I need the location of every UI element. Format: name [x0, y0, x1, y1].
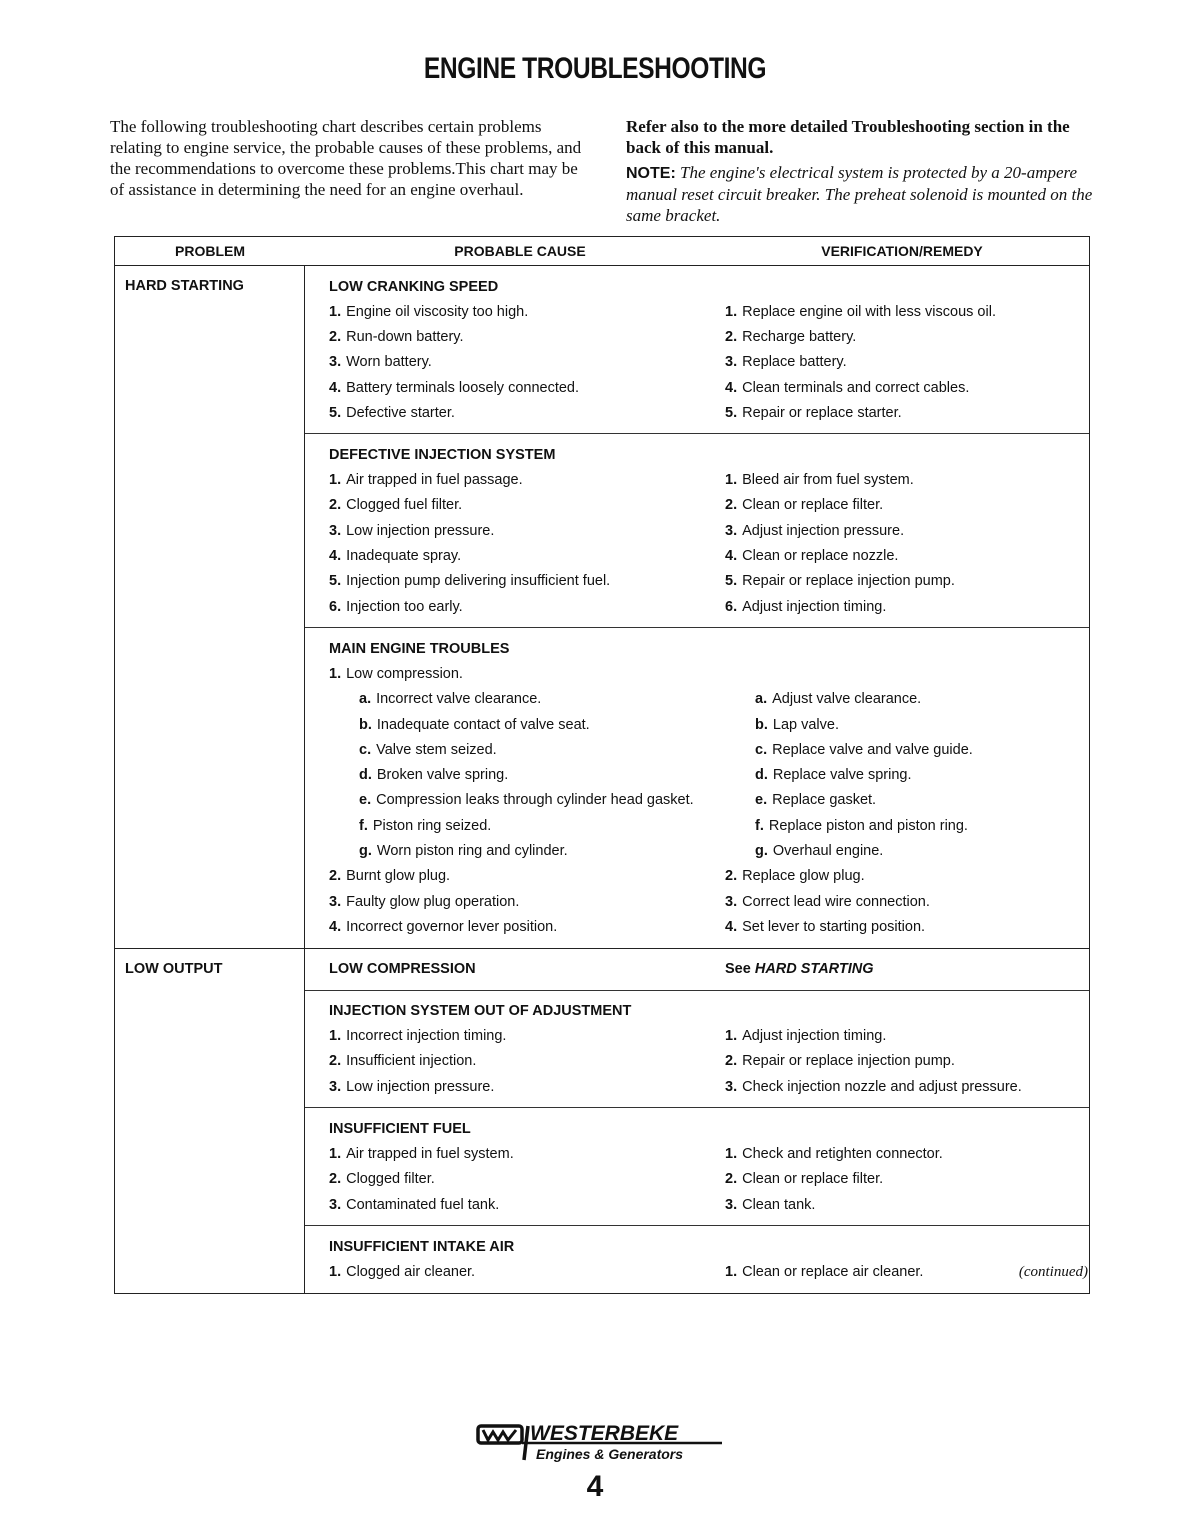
probable-cause	[329, 405, 725, 421]
item-number: 4.	[725, 379, 738, 396]
item-number: b.	[359, 716, 372, 733]
cause-group-header	[329, 442, 1089, 467]
table-row	[329, 594, 1089, 619]
item-number: a.	[755, 691, 768, 708]
item-number: 6.	[329, 598, 342, 615]
cause-group-title: DEFECTIVE INJECTION SYSTEM	[329, 446, 556, 463]
cause-text: Injection too early.	[346, 598, 463, 615]
note-label: NOTE:	[626, 165, 676, 182]
probable-cause	[329, 868, 725, 884]
cause-text: Piston ring seized.	[372, 817, 492, 834]
cause-text: Incorrect governor lever position.	[346, 918, 558, 935]
probable-cause	[329, 304, 725, 320]
remedy-text: Repair or replace injection pump.	[742, 1053, 955, 1070]
westerbeke-logo	[470, 1418, 730, 1478]
item-number: 5.	[725, 573, 738, 590]
remedy	[725, 767, 1089, 783]
cause-text: Low injection pressure.	[346, 1078, 495, 1095]
cause-group	[305, 434, 1089, 628]
table-row	[329, 1141, 1089, 1166]
remedy-text: Clean or replace nozzle.	[742, 548, 899, 565]
remedy	[725, 599, 1089, 615]
intro-right	[626, 116, 1096, 226]
cause-text: Defective starter.	[346, 404, 455, 421]
table-row	[329, 375, 1089, 400]
table-row	[329, 400, 1089, 425]
probable-cause	[329, 1079, 725, 1095]
item-number: 1.	[329, 665, 342, 682]
item-number: a.	[359, 691, 372, 708]
item-number: 1.	[725, 1028, 738, 1045]
remedy-text: Correct lead wire connection.	[742, 893, 930, 910]
table-row	[329, 1024, 1089, 1049]
header-problem: PROBLEM	[175, 243, 245, 259]
item-number: 5.	[725, 404, 738, 421]
probable-cause	[329, 742, 725, 758]
cause-group	[305, 949, 1089, 991]
item-number: 1.	[725, 1263, 738, 1280]
table-row	[329, 687, 1089, 712]
item-number: 2.	[725, 1053, 738, 1070]
probable-cause	[329, 919, 725, 935]
cause-text: Engine oil viscosity too high.	[346, 303, 529, 320]
remedy	[725, 894, 1089, 910]
item-number: 3.	[329, 522, 342, 539]
remedy	[725, 742, 1089, 758]
cause-group-header	[329, 636, 1089, 661]
remedy-text: Repair or replace injection pump.	[742, 573, 955, 590]
svg-text:WESTERBEKE: WESTERBEKE	[530, 1422, 679, 1445]
probable-cause	[329, 843, 725, 859]
item-number: 1.	[725, 303, 738, 320]
cause-group-title: INSUFFICIENT FUEL	[329, 1120, 471, 1137]
cause-text: Low compression.	[346, 665, 463, 682]
remedy-text: Overhaul engine.	[772, 842, 884, 859]
table-row	[329, 661, 1089, 686]
remedy	[725, 548, 1089, 564]
problem-row	[115, 266, 1089, 949]
cause-text: Incorrect valve clearance.	[376, 691, 542, 708]
problem-name: HARD STARTING	[115, 266, 305, 948]
table-row	[329, 864, 1089, 889]
remedy	[725, 919, 1089, 935]
item-number: 4.	[329, 379, 342, 396]
table-row	[329, 762, 1089, 787]
remedy-text: Check injection nozzle and adjust pressure.	[742, 1078, 1022, 1095]
table-row	[329, 838, 1089, 863]
item-number: b.	[755, 716, 768, 733]
table-header	[115, 237, 1089, 266]
item-number: 2.	[329, 497, 342, 514]
remedy	[725, 497, 1089, 513]
probable-cause	[329, 717, 725, 733]
probable-cause	[329, 354, 725, 370]
remedy	[725, 1028, 1089, 1044]
item-number: 2.	[329, 1171, 342, 1188]
remedy-text: Replace valve spring.	[772, 767, 912, 784]
table-row	[329, 299, 1089, 324]
table-row	[329, 788, 1089, 813]
remedy	[725, 523, 1089, 539]
remedy	[725, 304, 1089, 320]
item-number: 6.	[725, 598, 738, 615]
remedy-text: Recharge battery.	[742, 328, 857, 345]
remedy	[725, 405, 1089, 421]
item-number: 1.	[329, 303, 342, 320]
item-number: d.	[359, 767, 372, 784]
remedy-text: Adjust injection timing.	[742, 1028, 887, 1045]
remedy	[725, 472, 1089, 488]
item-number: c.	[755, 741, 768, 758]
cause-text: Low injection pressure.	[346, 522, 495, 539]
item-number: 3.	[725, 522, 738, 539]
table-body	[115, 266, 1089, 1293]
header-verification-remedy: VERIFICATION/REMEDY	[821, 243, 983, 259]
cause-text: Broken valve spring.	[376, 767, 509, 784]
remedy-text: Replace engine oil with less viscous oil.	[742, 303, 996, 320]
item-number: 3.	[725, 1196, 738, 1213]
remedy	[725, 1197, 1089, 1213]
probable-cause	[329, 523, 725, 539]
item-number: 3.	[329, 1078, 342, 1095]
cause-text: Worn battery.	[346, 354, 432, 371]
cause-text: Valve stem seized.	[376, 741, 497, 758]
item-number: 2.	[725, 497, 738, 514]
cause-text: Run-down battery.	[346, 328, 464, 345]
cause-group-header	[329, 957, 1089, 982]
see-ref: HARD STARTING	[754, 961, 874, 978]
cause-group-header	[329, 1234, 1089, 1259]
remedy	[725, 717, 1089, 733]
item-number: 2.	[725, 868, 738, 885]
item-number: 2.	[329, 328, 342, 345]
remedy	[725, 1053, 1089, 1069]
table-row	[329, 1192, 1089, 1217]
remedy-text: Clean terminals and correct cables.	[742, 379, 970, 396]
cause-group-title: INSUFFICIENT INTAKE AIR	[329, 1238, 515, 1255]
item-number: d.	[755, 767, 768, 784]
remedy-text: Replace glow plug.	[742, 868, 865, 885]
remedy-text: Repair or replace starter.	[742, 404, 902, 421]
probable-cause	[329, 792, 725, 808]
cause-group-header	[329, 999, 1089, 1024]
item-number: c.	[359, 741, 372, 758]
remedy	[725, 818, 1089, 834]
cause-text: Clogged fuel filter.	[346, 497, 463, 514]
table-row	[329, 518, 1089, 543]
item-number: 5.	[329, 573, 342, 590]
item-number: 1.	[329, 1028, 342, 1045]
item-number: f.	[755, 817, 764, 834]
table-row	[329, 324, 1089, 349]
probable-cause	[329, 380, 725, 396]
probable-cause	[329, 767, 725, 783]
cause-text: Burnt glow plug.	[346, 868, 451, 885]
remedy	[725, 1079, 1089, 1095]
cause-text: Incorrect injection timing.	[346, 1028, 507, 1045]
cause-text: Contaminated fuel tank.	[346, 1196, 500, 1213]
item-number: 2.	[725, 1171, 738, 1188]
item-number: 4.	[329, 918, 342, 935]
table-row	[329, 889, 1089, 914]
item-number: 1.	[725, 1146, 738, 1163]
remedy-text: Replace gasket.	[772, 792, 877, 809]
table-row	[329, 493, 1089, 518]
cause-groups	[305, 266, 1089, 948]
probable-cause	[329, 1053, 725, 1069]
probable-cause	[329, 894, 725, 910]
item-number: 5.	[329, 404, 342, 421]
item-number: 3.	[329, 1196, 342, 1213]
cause-text: Clogged filter.	[346, 1171, 435, 1188]
remedy-text: Clean tank.	[742, 1196, 816, 1213]
table-row	[329, 813, 1089, 838]
remedy	[725, 329, 1089, 345]
note-text: The engine's electrical system is protected by a 20-ampere manual reset circuit breaker. The preheat solenoid is mounted on the same bracket.	[626, 163, 1093, 225]
page-title: ENGINE TROUBLESHOOTING	[423, 52, 767, 85]
table-row	[329, 543, 1089, 568]
item-number: 4.	[725, 548, 738, 565]
remedy-text: Set lever to starting position.	[742, 918, 926, 935]
cause-group	[305, 266, 1089, 434]
item-number: 4.	[725, 918, 738, 935]
remedy	[725, 691, 1089, 707]
item-number: g.	[755, 842, 768, 859]
cause-text: Worn piston ring and cylinder.	[376, 842, 568, 859]
item-number: g.	[359, 842, 372, 859]
remedy-text: Replace battery.	[742, 354, 847, 371]
problem-row	[115, 949, 1089, 1293]
probable-cause	[329, 666, 725, 682]
see-prefix: See	[725, 961, 755, 978]
intro-paragraph: The following troubleshooting chart describes certain problems relating to engine service, the probable causes of these problems, and the recommendations to overcome these problems.This chart may be of assistance in determining the need for an engine overhaul.	[110, 117, 582, 199]
cause-group-title: INJECTION SYSTEM OUT OF ADJUSTMENT	[329, 1003, 632, 1020]
remedy-text: Replace valve and valve guide.	[772, 741, 973, 758]
cause-text: Faulty glow plug operation.	[346, 893, 520, 910]
table-row	[329, 1049, 1089, 1074]
remedy-text: Adjust injection timing.	[742, 598, 887, 615]
remedy-text: Bleed air from fuel system.	[742, 472, 914, 489]
table-row	[329, 1074, 1089, 1099]
cause-groups	[305, 949, 1089, 1293]
cause-group	[305, 991, 1089, 1109]
cause-group-title: LOW COMPRESSION	[329, 961, 476, 978]
remedy-text: Replace piston and piston ring.	[768, 817, 968, 834]
item-number: 3.	[329, 893, 342, 910]
troubleshooting-table	[114, 236, 1090, 1294]
cause-group-title: LOW CRANKING SPEED	[329, 278, 499, 295]
item-number: 1.	[329, 1146, 342, 1163]
item-number: 3.	[329, 354, 342, 371]
probable-cause	[329, 1197, 725, 1213]
cause-group-header	[329, 274, 1089, 299]
probable-cause	[329, 472, 725, 488]
remedy	[725, 843, 1089, 859]
cause-text: Insufficient injection.	[346, 1053, 477, 1070]
header-probable-cause: PROBABLE CAUSE	[454, 243, 586, 259]
item-number: 3.	[725, 354, 738, 371]
item-number: f.	[359, 817, 368, 834]
cause-group	[305, 1226, 1089, 1292]
probable-cause	[329, 818, 725, 834]
remedy-text: Adjust injection pressure.	[742, 522, 905, 539]
cause-text: Battery terminals loosely connected.	[346, 379, 580, 396]
remedy-text: Lap valve.	[772, 716, 839, 733]
remedy-text: Adjust valve clearance.	[772, 691, 922, 708]
cause-text: Inadequate contact of valve seat.	[376, 716, 590, 733]
probable-cause	[329, 1146, 725, 1162]
table-row	[329, 569, 1089, 594]
refer-note: Refer also to the more detailed Troubleshooting section in the back of this manual.	[626, 117, 1070, 157]
cause-text: Inadequate spray.	[346, 548, 462, 565]
remedy	[725, 354, 1089, 370]
probable-cause	[329, 1264, 725, 1280]
remedy	[725, 573, 1089, 589]
cause-text: Clogged air cleaner.	[346, 1263, 476, 1280]
probable-cause	[329, 573, 725, 589]
electrical-note	[626, 162, 1096, 226]
item-number: 3.	[725, 1078, 738, 1095]
probable-cause	[329, 1171, 725, 1187]
item-number: 1.	[329, 472, 342, 489]
table-row	[329, 712, 1089, 737]
remedy-text: Clean or replace air cleaner.	[742, 1263, 924, 1280]
item-number: 1.	[329, 1263, 342, 1280]
table-row	[329, 467, 1089, 492]
probable-cause	[329, 599, 725, 615]
cause-group-header	[329, 1116, 1089, 1141]
remedy	[725, 1146, 1089, 1162]
probable-cause	[329, 329, 725, 345]
table-row	[329, 1167, 1089, 1192]
probable-cause	[329, 497, 725, 513]
remedy	[725, 380, 1089, 396]
svg-text:Engines & Generators: Engines & Generators	[536, 1446, 684, 1462]
remedy	[725, 868, 1089, 884]
item-number: 4.	[329, 548, 342, 565]
item-number: 2.	[329, 1053, 342, 1070]
cause-text: Injection pump delivering insufficient fuel.	[346, 573, 611, 590]
item-number: 2.	[725, 328, 738, 345]
table-row	[329, 737, 1089, 762]
remedy-text: Clean or replace filter.	[742, 1171, 884, 1188]
probable-cause	[329, 691, 725, 707]
item-number: e.	[359, 792, 372, 809]
remedy	[725, 792, 1089, 808]
probable-cause	[329, 1028, 725, 1044]
cause-group-title: MAIN ENGINE TROUBLES	[329, 640, 510, 657]
item-number: 2.	[329, 868, 342, 885]
remedy-text: Clean or replace filter.	[742, 497, 884, 514]
page-number: 4	[586, 1470, 604, 1503]
table-row	[329, 350, 1089, 375]
cause-group	[305, 628, 1089, 947]
remedy-text: Check and retighten connector.	[742, 1146, 943, 1163]
table-row	[329, 1259, 1089, 1284]
problem-name: LOW OUTPUT	[115, 949, 305, 1293]
see-reference	[725, 961, 874, 977]
cause-text: Compression leaks through cylinder head gasket.	[376, 792, 694, 809]
cause-text: Air trapped in fuel system.	[346, 1146, 514, 1163]
item-number: e.	[755, 792, 768, 809]
cause-text: Air trapped in fuel passage.	[346, 472, 523, 489]
item-number: 3.	[725, 893, 738, 910]
probable-cause	[329, 548, 725, 564]
cause-group	[305, 1108, 1089, 1226]
continued-note: (continued)	[1018, 1264, 1088, 1280]
table-row	[329, 914, 1089, 939]
item-number: 1.	[725, 472, 738, 489]
remedy	[725, 1171, 1089, 1187]
